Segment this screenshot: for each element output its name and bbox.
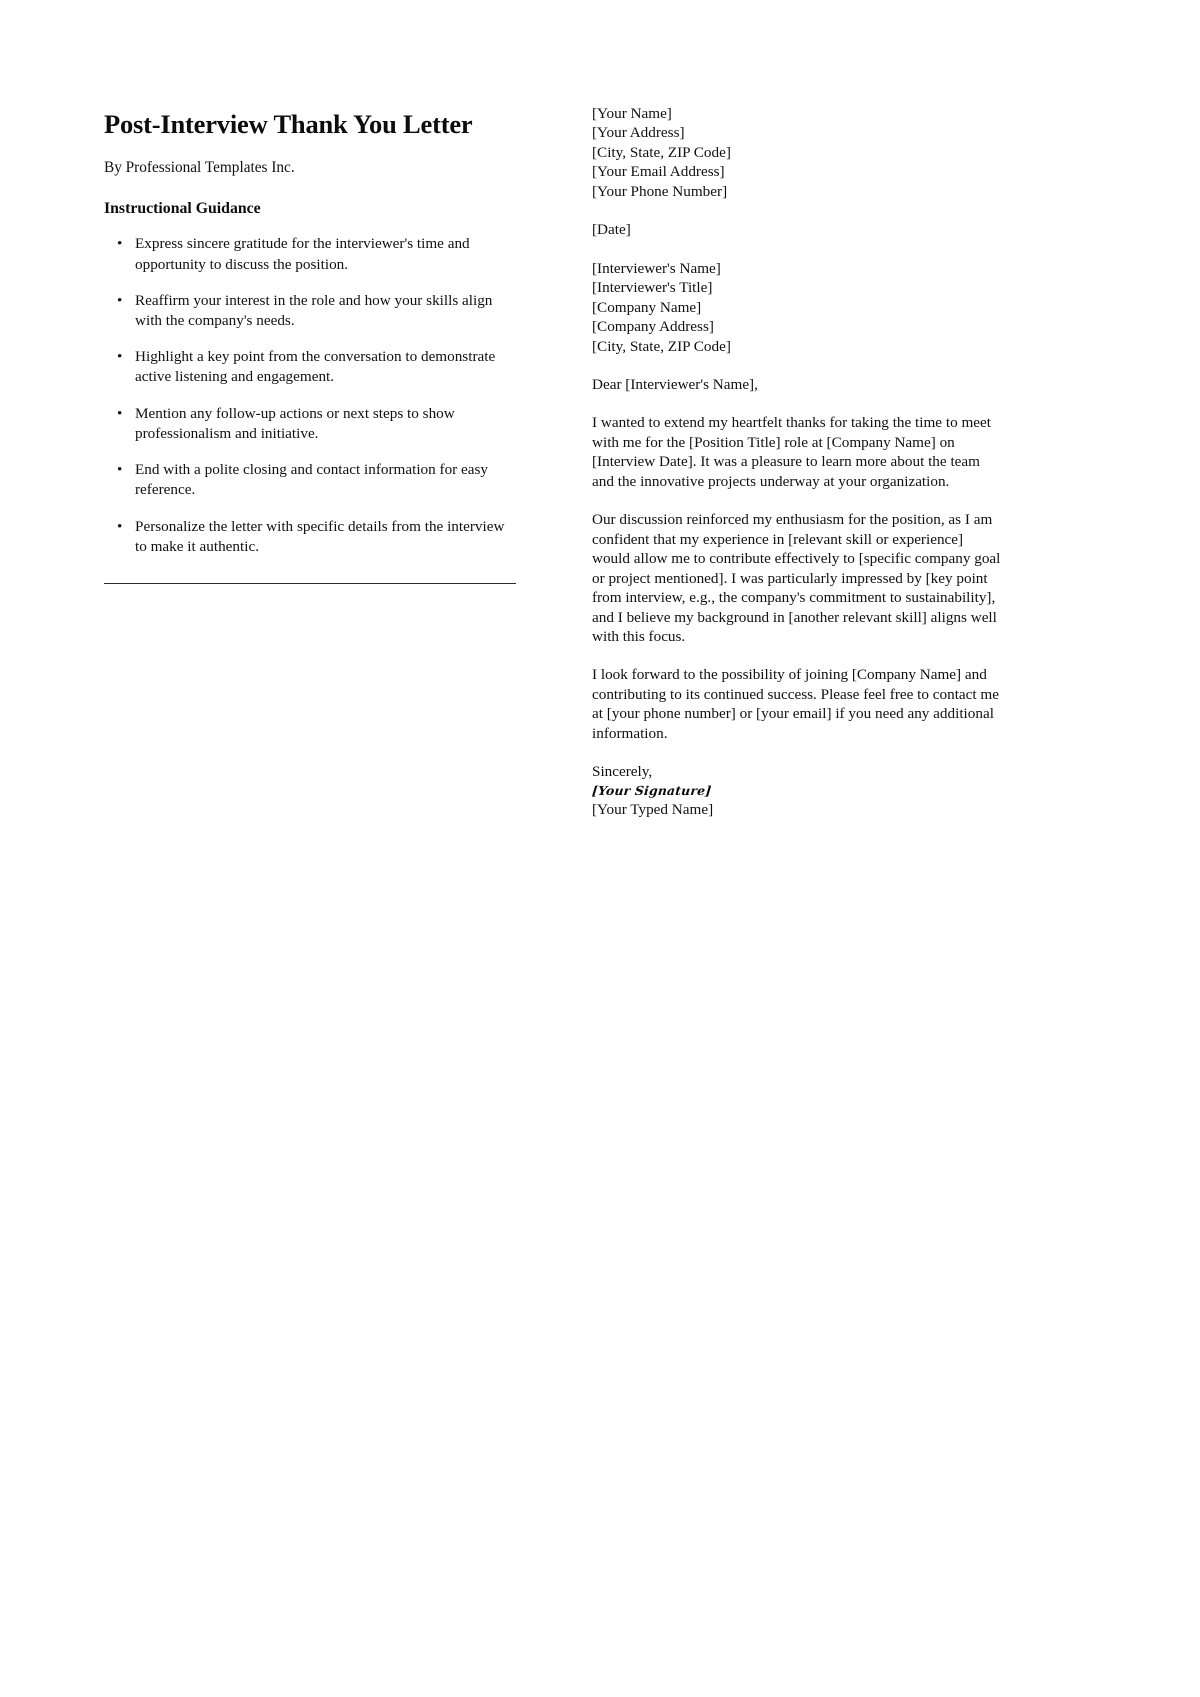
list-item — [104, 460, 516, 500]
letter-column — [592, 0, 1002, 819]
bullet-icon: • — [117, 291, 123, 309]
section-divider — [104, 583, 516, 584]
recipient-company-address: [Company Address] — [592, 318, 714, 336]
sender-phone: [Your Phone Number] — [592, 182, 728, 200]
sender-city-state-zip: [City, State, ZIP Code] — [592, 143, 731, 161]
recipient-title: [Interviewer's Title] — [592, 279, 713, 297]
date-text: [Date] — [592, 221, 631, 239]
list-item-text: Highlight a key point from the conversation to demonstrate active listening and engagement. — [135, 348, 496, 386]
sender-name: [Your Name] — [592, 105, 672, 122]
list-item-text: Mention any follow-up actions or next steps to show professionalism and initiative. — [135, 404, 455, 442]
list-item-text: Reaffirm your interest in the role and how your skills align with the company's needs. — [135, 291, 493, 329]
guidance-column — [104, 0, 516, 584]
sender-address-block — [592, 104, 1002, 201]
recipient-company: [Company Name] — [592, 298, 702, 316]
recipient-address-block — [592, 259, 1002, 356]
typed-name: [Your Typed Name] — [592, 800, 714, 818]
bullet-icon: • — [117, 461, 123, 479]
list-item-text: End with a polite closing and contact information for easy reference. — [135, 461, 489, 499]
list-item — [104, 234, 516, 274]
two-column-layout — [0, 0, 1200, 819]
list-item — [104, 404, 516, 444]
body-paragraph-2: Our discussion reinforced my enthusiasm for the position, as I am confident that my experience in [relevant skill or experience] would allow me to contribute effectively to [specific company goal or project mentioned]. I was particularly impressed by [key point from interview, e.g., the company's commitment to sustainability], and I believe my background in [another relevant skill] aligns well with this focus. — [592, 511, 1001, 645]
bullet-icon: • — [117, 517, 123, 535]
body-paragraph-3: I look forward to the possibility of joining [Company Name] and contributing to its continued success. Please feel free to contact me at [your phone number] or [your email] if you need any additional information. — [592, 666, 999, 742]
recipient-name: [Interviewer's Name] — [592, 259, 721, 277]
page-title: Post-Interview Thank You Letter — [104, 109, 473, 139]
list-item-text: Express sincere gratitude for the interviewer's time and opportunity to discuss the position. — [135, 235, 470, 273]
salutation: Dear [Interviewer's Name], — [592, 375, 758, 393]
recipient-city-state-zip: [City, State, ZIP Code] — [592, 337, 731, 355]
letter-date — [592, 220, 1002, 239]
sender-email: [Your Email Address] — [592, 163, 725, 181]
list-item — [104, 517, 516, 557]
list-item — [104, 291, 516, 331]
list-item — [104, 347, 516, 387]
body-paragraph-1: I wanted to extend my heartfelt thanks for taking the time to meet with me for the [Position Title] role at [Company Name] on [Interview Date]. It was a pleasure to learn more about the team and the innovative projects underway at your organization. — [592, 414, 991, 490]
byline: By Professional Templates Inc. — [104, 158, 295, 176]
signature-placeholder: [Your Signature] — [591, 782, 713, 798]
list-item-text: Personalize the letter with specific details from the interview to make it authentic. — [135, 517, 505, 555]
sender-address: [Your Address] — [592, 124, 685, 142]
closing-text: Sincerely, — [592, 763, 653, 781]
signature-block — [592, 762, 1002, 819]
bullet-icon: • — [117, 235, 123, 253]
bullet-icon: • — [117, 348, 123, 366]
section-heading-instructional-guidance: Instructional Guidance — [104, 200, 261, 218]
bullet-icon: • — [117, 404, 123, 422]
guidance-list — [104, 234, 516, 557]
